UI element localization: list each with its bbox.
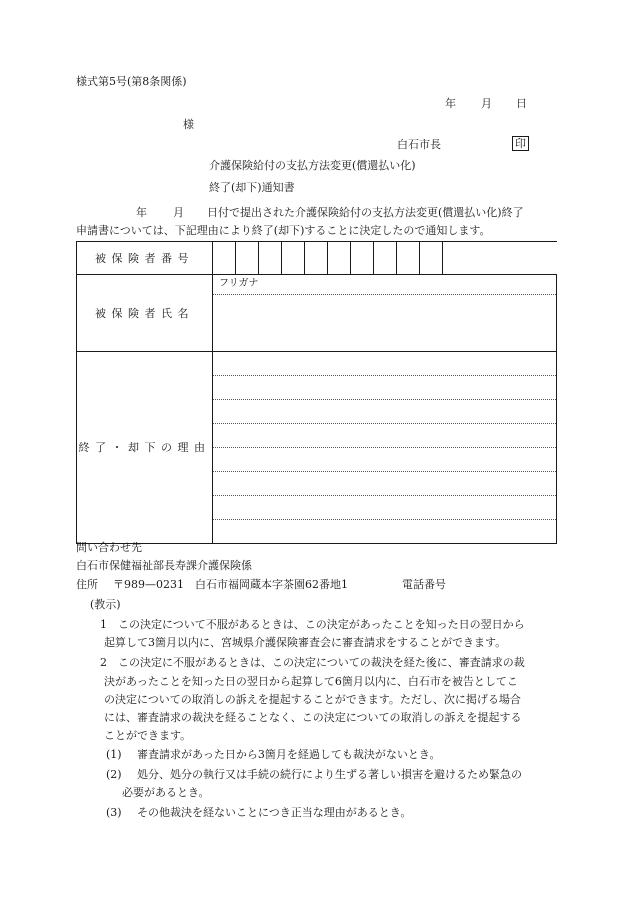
insured-number-label: 被保険者番号 xyxy=(77,242,213,275)
notice-form-table xyxy=(76,241,557,544)
insured-number-digit[interactable] xyxy=(282,242,305,275)
title-line-1: 介護保険給付の支払方法変更(償還払い化) xyxy=(209,159,416,172)
addressee-suffix: 様 xyxy=(183,118,194,131)
reason-line xyxy=(213,472,556,496)
insured-number-row xyxy=(77,242,557,275)
insured-number-digit[interactable] xyxy=(397,242,420,275)
form-number: 様式第5号(第8条関係) xyxy=(76,75,187,88)
contact-address: 〒989—0231 白石市福岡蔵本字茶園62番地1 xyxy=(113,578,348,591)
note-2-line-2: 決があったことを知った日の翌日から起算して6箇月以内に、白石市を被告としてこ xyxy=(104,675,518,688)
sub-note-2-number: (2) xyxy=(106,768,122,781)
reason-line xyxy=(213,352,556,376)
reason-line xyxy=(213,496,556,520)
insured-name-cell[interactable] xyxy=(213,275,557,352)
insured-name-label: 被保険者氏名 xyxy=(77,275,213,352)
insured-number-digit[interactable] xyxy=(259,242,282,275)
note-1-number: 1 xyxy=(100,618,107,631)
insured-number-blank xyxy=(443,242,557,275)
date-year: 年 xyxy=(445,97,456,110)
reason-line xyxy=(213,424,556,448)
insured-number-digit[interactable] xyxy=(420,242,443,275)
insured-number-digit[interactable] xyxy=(374,242,397,275)
sub-note-3-text: その他裁決を経ないことにつき正当な理由があるとき。 xyxy=(137,806,412,819)
sub-note-2-line-2: 必要があるとき。 xyxy=(122,786,210,799)
contact-address-label: 住所 xyxy=(76,578,98,591)
sub-note-1-text: 審査請求があった日から3箇月を経過しても裁決がないとき。 xyxy=(137,748,441,761)
insured-number-digit[interactable] xyxy=(351,242,374,275)
reason-row xyxy=(77,352,557,544)
notes-heading: (教示) xyxy=(90,598,121,611)
sub-note-2-line-1: 処分、処分の執行又は手続の続行により生ずる著しい損害を避けるため緊急の xyxy=(137,768,522,781)
insured-name-row xyxy=(77,275,557,352)
date-day: 日 xyxy=(516,97,527,110)
reason-label: 終了・却下の理由 xyxy=(77,352,213,544)
note-1-line-2: 起算して3箇月以内に、宮城県介護保険審査会に審査請求をすることができます。 xyxy=(104,636,507,649)
intro-year: 年 xyxy=(136,206,147,219)
name-entry-area[interactable] xyxy=(213,295,556,351)
intro-line-1: 日付で提出された介護保険給付の支払方法変更(償還払い化)終了 xyxy=(207,206,524,219)
note-2-number: 2 xyxy=(100,656,107,669)
reason-cell[interactable] xyxy=(213,352,557,544)
sub-note-3-number: (3) xyxy=(106,806,122,819)
note-1-line-1: この決定について不服があるときは、この決定があったことを知った日の翌日から xyxy=(118,618,525,631)
note-2-line-1: この決定に不服があるときは、この決定についての裁決を経た後に、審査請求の裁 xyxy=(118,656,525,669)
reason-line xyxy=(213,376,556,400)
furigana-label: フリガナ xyxy=(213,275,556,295)
note-2-line-3: の決定についての取消しの訴えを提起することができます。ただし、次に掲げる場合 xyxy=(104,693,521,706)
contact-heading: 問い合わせ先 xyxy=(76,541,142,554)
reason-line xyxy=(213,400,556,424)
insured-number-digit[interactable] xyxy=(328,242,351,275)
date-month: 月 xyxy=(481,97,492,110)
title-line-2: 終了(却下)通知書 xyxy=(209,181,295,194)
insured-number-digit[interactable] xyxy=(305,242,328,275)
insured-number-digit[interactable] xyxy=(213,242,236,275)
reason-line xyxy=(213,520,556,543)
issuer-name: 白石市長 xyxy=(397,138,441,151)
contact-department: 白石市保健福祉部長寿課介護保険係 xyxy=(76,559,252,572)
intro-month: 月 xyxy=(173,206,184,219)
insured-number-digit[interactable] xyxy=(236,242,259,275)
reason-line xyxy=(213,448,556,472)
note-2-line-4: には、審査請求の裁決を経ることなく、この決定についての取消しの訴えを提起する xyxy=(104,711,522,724)
note-2-line-5: ことができます。 xyxy=(104,729,192,742)
contact-phone-label: 電話番号 xyxy=(402,578,446,591)
intro-line-2: 申請書については、下記理由により終了(却下)することに決定したので通知します。 xyxy=(76,224,491,237)
sub-note-1-number: (1) xyxy=(106,748,122,761)
seal-mark: 印 xyxy=(512,136,529,151)
